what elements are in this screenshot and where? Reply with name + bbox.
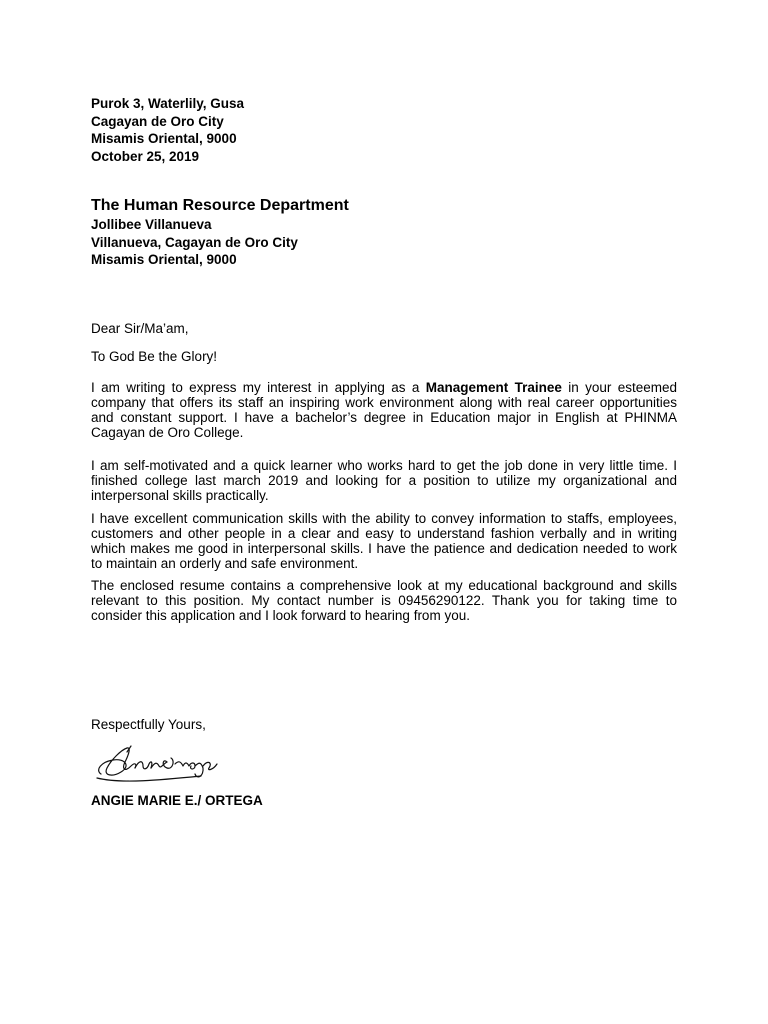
handwritten-signature bbox=[91, 740, 231, 786]
paragraph-skills: I have excellent communication skills with the ability to convey information to staffs, employees, customers and other people in a clear and easy to understand fashion verbally and in writing which makes me good in interpersonal skills. I have the patience and dedication needed to work to maintain an orderly and safe environment. bbox=[91, 511, 677, 571]
paragraph-intro-text-end: in your esteemed company that offers its staff an inspiring work environment along with real career opportunities and constant support. I have a bachelor’s degree in Education major in English at PHINMA Cagayan de Oro College. bbox=[91, 380, 677, 440]
signer-name: ANGIE MARIE E./ ORTEGA bbox=[91, 793, 263, 808]
recipient-department: The Human Resource Department bbox=[91, 197, 349, 214]
sender-address bbox=[91, 95, 677, 165]
sender-address-line1: Purok 3, Waterlily, Gusa bbox=[91, 96, 245, 111]
paragraph-intro-text-start: I am writing to express my interest in applying as a bbox=[91, 380, 426, 395]
recipient-company: Jollibee Villanueva bbox=[91, 217, 212, 232]
letter-date: October 25, 2019 bbox=[91, 148, 200, 164]
paragraph-qualities: I am self-motivated and a quick learner who works hard to get the job done in very little time. I finished college last march 2019 and looking for a position to utilize my organizational and interpersonal skills practically. bbox=[91, 458, 677, 503]
paragraph-closing: The enclosed resume contains a comprehensive look at my educational background and skills relevant to this position. My contact number is 09456290122. Thank you for taking time to consider this application and I look forward to hearing from you. bbox=[91, 578, 677, 623]
position-title: Management Trainee bbox=[425, 380, 562, 395]
salutation: Dear Sir/Ma’am, bbox=[91, 321, 189, 336]
greeting: To God Be the Glory! bbox=[91, 349, 218, 364]
recipient-address-line1: Villanueva, Cagayan de Oro City bbox=[91, 234, 298, 250]
sender-address-line3: Misamis Oriental, 9000 bbox=[91, 131, 237, 146]
recipient-address-line2: Misamis Oriental, 9000 bbox=[91, 252, 237, 267]
sender-address-line2: Cagayan de Oro City bbox=[91, 113, 224, 129]
closing-phrase: Respectfully Yours, bbox=[91, 717, 206, 732]
recipient-address bbox=[91, 216, 677, 269]
paragraph-intro bbox=[91, 380, 677, 440]
